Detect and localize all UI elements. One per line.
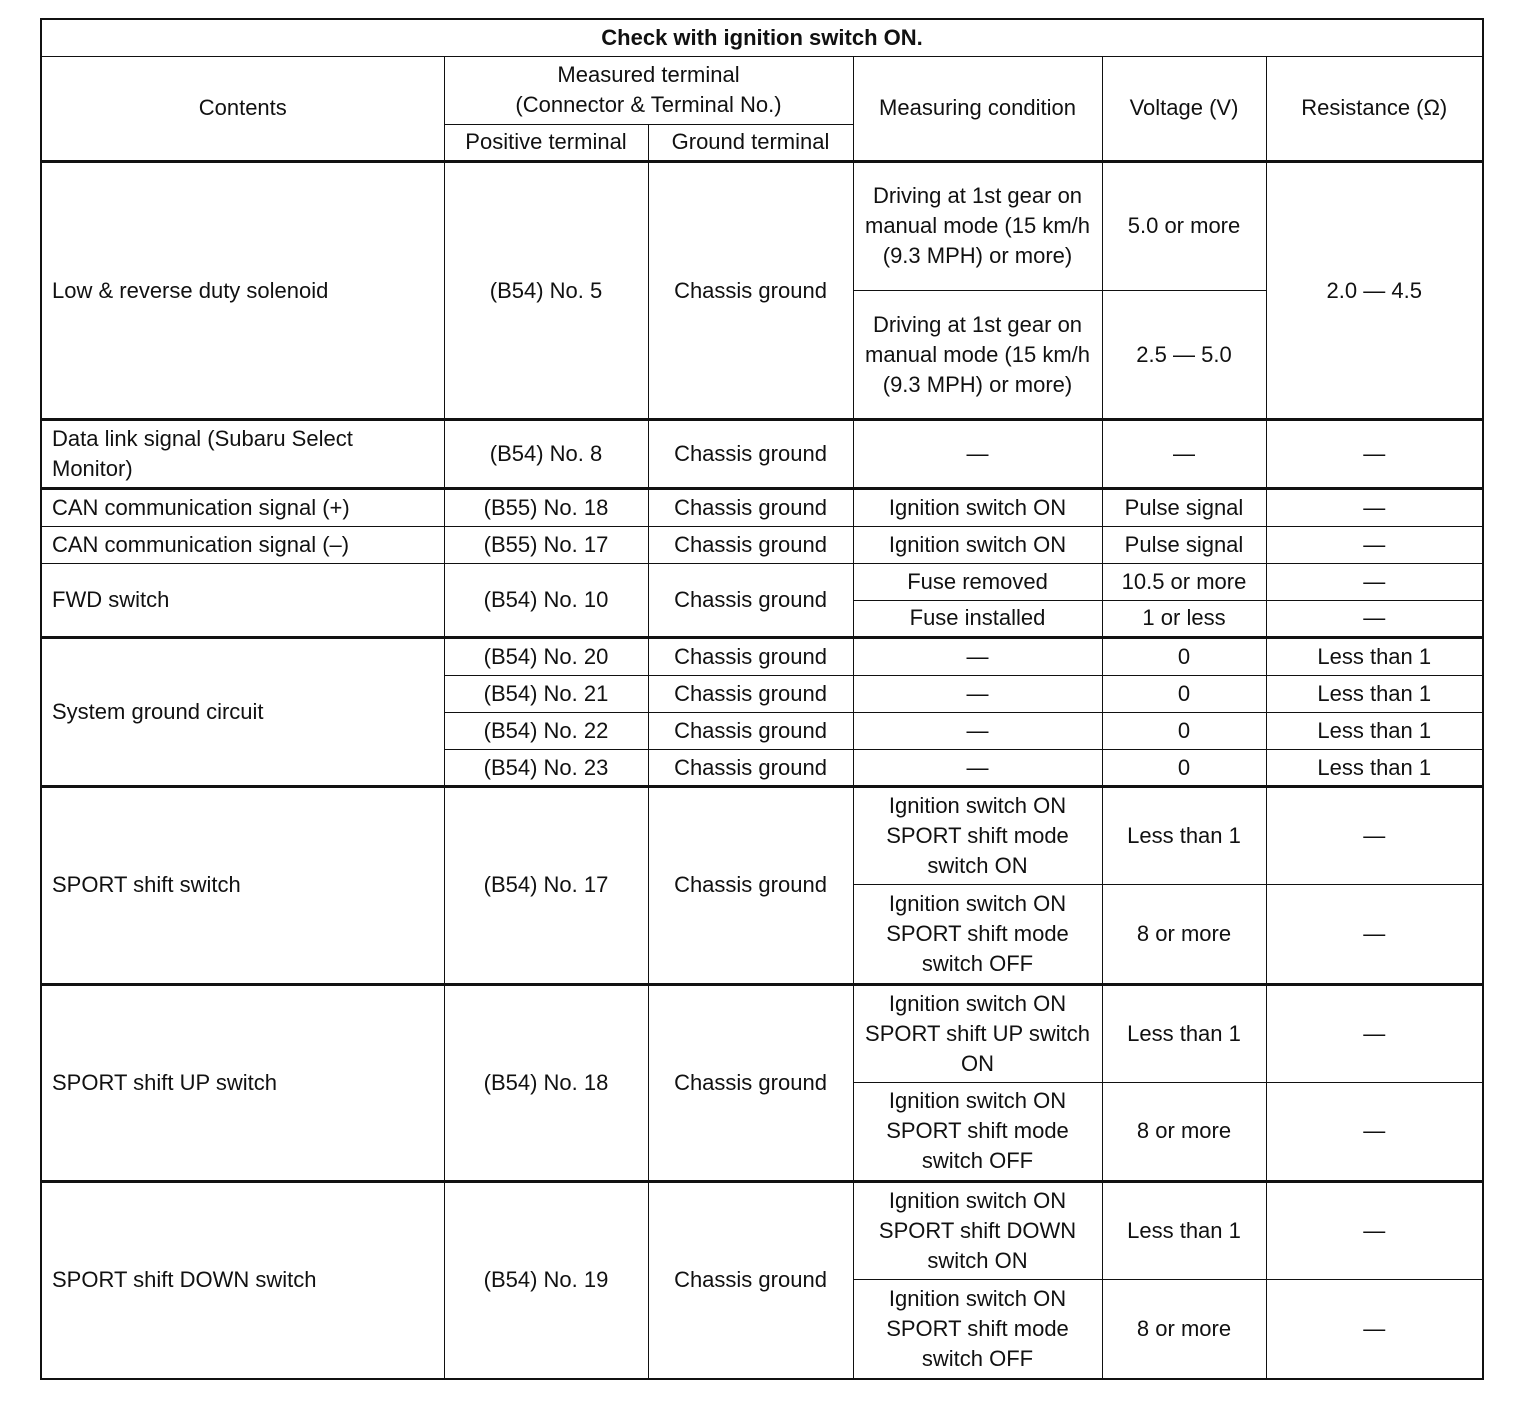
cell-voltage: 8 or more [1102, 885, 1266, 984]
cell-condition: — [853, 420, 1102, 488]
table-row [41, 637, 1483, 675]
cell-contents: FWD switch [41, 563, 444, 637]
table-title: Check with ignition switch ON. [41, 19, 1483, 56]
cell-positive: (B54) No. 8 [444, 420, 648, 488]
cell-condition: — [853, 637, 1102, 675]
cell-voltage: 8 or more [1102, 1082, 1266, 1181]
cell-contents: CAN communication signal (–) [41, 526, 444, 563]
cell-resistance: 2.0 — 4.5 [1266, 161, 1483, 420]
cell-voltage: 1 or less [1102, 600, 1266, 637]
cell-positive: (B55) No. 18 [444, 488, 648, 526]
cell-condition: Ignition switch ON SPORT shift mode switch ON [853, 787, 1102, 885]
cell-resistance: — [1266, 1280, 1483, 1379]
table-row [41, 526, 1483, 563]
title-row [41, 19, 1483, 56]
cell-condition: Ignition switch ON [853, 526, 1102, 563]
table-row [41, 984, 1483, 1082]
cell-voltage: Less than 1 [1102, 787, 1266, 885]
cell-voltage: Less than 1 [1102, 984, 1266, 1082]
cell-resistance: — [1266, 488, 1483, 526]
cell-ground: Chassis ground [648, 637, 853, 675]
cell-resistance: Less than 1 [1266, 675, 1483, 712]
cell-ground: Chassis ground [648, 420, 853, 488]
cell-positive: (B54) No. 22 [444, 712, 648, 749]
cell-contents: System ground circuit [41, 637, 444, 786]
cell-ground: Chassis ground [648, 787, 853, 984]
cell-condition: Ignition switch ON SPORT shift UP switch ON [853, 984, 1102, 1082]
cell-condition: Ignition switch ON [853, 488, 1102, 526]
cell-voltage: 0 [1102, 712, 1266, 749]
cell-resistance: — [1266, 526, 1483, 563]
cell-condition: Fuse installed [853, 600, 1102, 637]
cell-contents: SPORT shift switch [41, 787, 444, 984]
cell-voltage: 0 [1102, 637, 1266, 675]
cell-voltage: — [1102, 420, 1266, 488]
table-row [41, 1181, 1483, 1279]
cell-ground: Chassis ground [648, 675, 853, 712]
cell-contents: SPORT shift UP switch [41, 984, 444, 1181]
cell-resistance: — [1266, 1181, 1483, 1279]
cell-positive: (B54) No. 17 [444, 787, 648, 984]
cell-contents: Low & reverse duty solenoid [41, 161, 444, 420]
header-condition: Measuring condition [853, 56, 1102, 161]
cell-resistance: — [1266, 885, 1483, 984]
cell-resistance: — [1266, 600, 1483, 637]
cell-condition: — [853, 712, 1102, 749]
cell-resistance: — [1266, 1082, 1483, 1181]
cell-voltage: Less than 1 [1102, 1181, 1266, 1279]
cell-positive: (B54) No. 10 [444, 563, 648, 637]
cell-contents: Data link signal (Subaru Select Monitor) [41, 420, 444, 488]
cell-ground: Chassis ground [648, 1181, 853, 1379]
header-ground: Ground terminal [648, 124, 853, 161]
cell-positive: (B54) No. 21 [444, 675, 648, 712]
cell-positive: (B54) No. 5 [444, 161, 648, 420]
header-measured-terminal-label: Measured terminal [557, 62, 740, 88]
header-positive: Positive terminal [444, 124, 648, 161]
cell-voltage: 10.5 or more [1102, 563, 1266, 600]
cell-resistance: — [1266, 420, 1483, 488]
cell-condition: Fuse removed [853, 563, 1102, 600]
cell-condition: Ignition switch ON SPORT shift mode switch OFF [853, 1280, 1102, 1379]
cell-ground: Chassis ground [648, 563, 853, 637]
cell-condition: — [853, 675, 1102, 712]
header-measured-terminal-sub: (Connector & Terminal No.) [515, 92, 782, 118]
inspection-table [40, 18, 1484, 1380]
cell-condition: Driving at 1st gear on manual mode (15 km/h (9.3 MPH) or more) [853, 161, 1102, 290]
cell-voltage: 2.5 — 5.0 [1102, 291, 1266, 420]
cell-condition: Driving at 1st gear on manual mode (15 km/h (9.3 MPH) or more) [853, 291, 1102, 420]
cell-resistance: Less than 1 [1266, 712, 1483, 749]
header-row-1 [41, 56, 1483, 124]
cell-ground: Chassis ground [648, 984, 853, 1181]
cell-positive: (B54) No. 18 [444, 984, 648, 1181]
table-row [41, 161, 1483, 290]
cell-contents: CAN communication signal (+) [41, 488, 444, 526]
cell-condition: Ignition switch ON SPORT shift mode switch OFF [853, 885, 1102, 984]
cell-voltage: Pulse signal [1102, 488, 1266, 526]
cell-voltage: 0 [1102, 675, 1266, 712]
cell-positive: (B54) No. 19 [444, 1181, 648, 1379]
cell-voltage: 5.0 or more [1102, 161, 1266, 290]
table-row [41, 563, 1483, 600]
cell-voltage: Pulse signal [1102, 526, 1266, 563]
cell-resistance: Less than 1 [1266, 750, 1483, 787]
cell-ground: Chassis ground [648, 161, 853, 420]
header-contents: Contents [41, 56, 444, 161]
header-voltage: Voltage (V) [1102, 56, 1266, 161]
header-measured-terminal [444, 56, 853, 124]
cell-resistance: — [1266, 984, 1483, 1082]
cell-positive: (B55) No. 17 [444, 526, 648, 563]
cell-voltage: 8 or more [1102, 1280, 1266, 1379]
cell-resistance: — [1266, 787, 1483, 885]
cell-condition: Ignition switch ON SPORT shift DOWN switch ON [853, 1181, 1102, 1279]
table-row [41, 488, 1483, 526]
cell-condition: Ignition switch ON SPORT shift mode switch OFF [853, 1082, 1102, 1181]
header-resistance: Resistance (Ω) [1266, 56, 1483, 161]
table-row [41, 420, 1483, 488]
cell-resistance: Less than 1 [1266, 637, 1483, 675]
cell-ground: Chassis ground [648, 750, 853, 787]
cell-condition: — [853, 750, 1102, 787]
cell-resistance: — [1266, 563, 1483, 600]
cell-positive: (B54) No. 20 [444, 637, 648, 675]
cell-voltage: 0 [1102, 750, 1266, 787]
cell-contents: SPORT shift DOWN switch [41, 1181, 444, 1379]
cell-ground: Chassis ground [648, 712, 853, 749]
cell-ground: Chassis ground [648, 488, 853, 526]
table-row [41, 787, 1483, 885]
cell-positive: (B54) No. 23 [444, 750, 648, 787]
cell-ground: Chassis ground [648, 526, 853, 563]
